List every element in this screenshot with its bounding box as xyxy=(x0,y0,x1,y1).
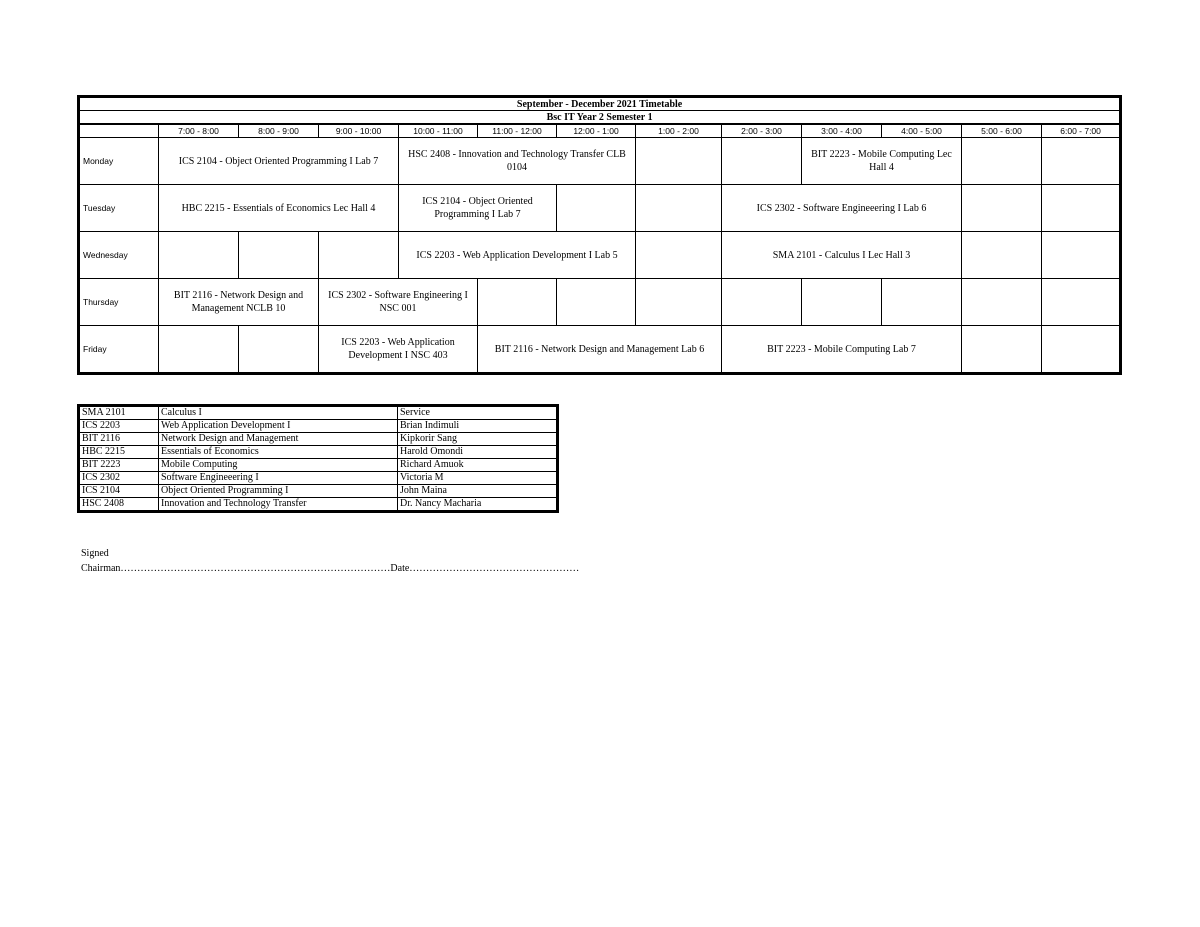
empty-slot-cell xyxy=(802,279,882,326)
empty-slot-cell xyxy=(882,279,962,326)
empty-slot-cell xyxy=(962,185,1042,232)
class-session-cell: ICS 2104 - Object Oriented Programming I Lab 7 xyxy=(399,185,557,232)
course-lecturer: Victoria M xyxy=(398,472,558,485)
course-lecturer: Dr. Nancy Macharia xyxy=(398,498,558,512)
course-lecturer: Kipkorir Sang xyxy=(398,433,558,446)
day-label: Monday xyxy=(79,138,159,185)
day-label: Wednesday xyxy=(79,232,159,279)
time-slot-header: 9:00 - 10:00 xyxy=(319,124,399,138)
course-name: Mobile Computing xyxy=(159,459,398,472)
class-session-cell: ICS 2302 - Software Engineering I NSC 001 xyxy=(319,279,478,326)
course-row xyxy=(79,433,558,446)
day-label: Friday xyxy=(79,326,159,374)
course-name: Web Application Development I xyxy=(159,420,398,433)
time-slot-header: 5:00 - 6:00 xyxy=(962,124,1042,138)
time-slot-header: 12:00 - 1:00 xyxy=(557,124,636,138)
course-row xyxy=(79,498,558,512)
empty-slot-cell xyxy=(1042,326,1121,374)
empty-slot-cell xyxy=(319,232,399,279)
empty-slot-cell xyxy=(1042,185,1121,232)
class-session-cell: HBC 2215 - Essentials of Economics Lec Hall 4 xyxy=(159,185,399,232)
header-corner-cell xyxy=(79,124,159,138)
course-code: ICS 2104 xyxy=(79,485,159,498)
time-slot-header: 3:00 - 4:00 xyxy=(802,124,882,138)
course-code: HBC 2215 xyxy=(79,446,159,459)
timetable xyxy=(77,95,1122,375)
time-slot-header: 11:00 - 12:00 xyxy=(478,124,557,138)
empty-slot-cell xyxy=(1042,232,1121,279)
empty-slot-cell xyxy=(557,185,636,232)
empty-slot-cell xyxy=(1042,138,1121,185)
course-row xyxy=(79,446,558,459)
course-row xyxy=(79,459,558,472)
time-slot-header: 10:00 - 11:00 xyxy=(399,124,478,138)
class-session-cell: SMA 2101 - Calculus I Lec Hall 3 xyxy=(722,232,962,279)
empty-slot-cell xyxy=(962,279,1042,326)
course-name: Object Oriented Programming I xyxy=(159,485,398,498)
empty-slot-cell xyxy=(722,138,802,185)
time-slot-header: 1:00 - 2:00 xyxy=(636,124,722,138)
course-list xyxy=(77,404,559,513)
course-name: Network Design and Management xyxy=(159,433,398,446)
empty-slot-cell xyxy=(1042,279,1121,326)
day-row xyxy=(79,326,1121,374)
empty-slot-cell xyxy=(557,279,636,326)
empty-slot-cell xyxy=(962,138,1042,185)
day-row xyxy=(79,232,1121,279)
course-code: BIT 2116 xyxy=(79,433,159,446)
time-slot-header: 4:00 - 5:00 xyxy=(882,124,962,138)
course-code: ICS 2203 xyxy=(79,420,159,433)
day-label: Tuesday xyxy=(79,185,159,232)
course-lecturer: Richard Amuok xyxy=(398,459,558,472)
empty-slot-cell xyxy=(962,326,1042,374)
course-lecturer: John Maina xyxy=(398,485,558,498)
class-session-cell: HSC 2408 - Innovation and Technology Transfer CLB 0104 xyxy=(399,138,636,185)
day-row xyxy=(79,185,1121,232)
class-session-cell: ICS 2203 - Web Application Development I NSC 403 xyxy=(319,326,478,374)
empty-slot-cell xyxy=(478,279,557,326)
empty-slot-cell xyxy=(636,279,722,326)
course-name: Software Engineeering I xyxy=(159,472,398,485)
time-slot-header: 7:00 - 8:00 xyxy=(159,124,239,138)
class-session-cell: BIT 2116 - Network Design and Management NCLB 10 xyxy=(159,279,319,326)
empty-slot-cell xyxy=(239,232,319,279)
course-code: ICS 2302 xyxy=(79,472,159,485)
class-session-cell: ICS 2203 - Web Application Development I Lab 5 xyxy=(399,232,636,279)
timetable-title-row xyxy=(79,97,1121,111)
empty-slot-cell xyxy=(722,279,802,326)
course-row xyxy=(79,406,558,420)
day-row xyxy=(79,138,1121,185)
course-row xyxy=(79,485,558,498)
time-slot-header: 6:00 - 7:00 xyxy=(1042,124,1121,138)
empty-slot-cell xyxy=(159,232,239,279)
course-name: Essentials of Economics xyxy=(159,446,398,459)
signed-label: Signed xyxy=(81,548,109,559)
class-session-cell: BIT 2116 - Network Design and Management Lab 6 xyxy=(478,326,722,374)
course-code: BIT 2223 xyxy=(79,459,159,472)
empty-slot-cell xyxy=(159,326,239,374)
course-lecturer: Harold Omondi xyxy=(398,446,558,459)
timetable-subtitle: Bsc IT Year 2 Semester 1 xyxy=(79,111,1121,125)
day-row xyxy=(79,279,1121,326)
day-label: Thursday xyxy=(79,279,159,326)
timetable-body xyxy=(79,97,1121,374)
course-name: Innovation and Technology Transfer xyxy=(159,498,398,512)
signature-line: Chairman………………………………………………………………………Date…………………………………………… xyxy=(81,563,580,574)
class-session-cell: BIT 2223 - Mobile Computing Lec Hall 4 xyxy=(802,138,962,185)
empty-slot-cell xyxy=(636,232,722,279)
time-slot-header: 8:00 - 9:00 xyxy=(239,124,319,138)
time-slot-header: 2:00 - 3:00 xyxy=(722,124,802,138)
course-row xyxy=(79,420,558,433)
course-row xyxy=(79,472,558,485)
course-lecturer: Brian Indimuli xyxy=(398,420,558,433)
empty-slot-cell xyxy=(962,232,1042,279)
course-code: SMA 2101 xyxy=(79,406,159,420)
time-header-row xyxy=(79,124,1121,138)
timetable-title: September - December 2021 Timetable xyxy=(79,97,1121,111)
timetable-subtitle-row xyxy=(79,111,1121,125)
empty-slot-cell xyxy=(636,185,722,232)
course-list-body xyxy=(79,406,558,512)
empty-slot-cell xyxy=(239,326,319,374)
course-lecturer: Service xyxy=(398,406,558,420)
empty-slot-cell xyxy=(636,138,722,185)
class-session-cell: ICS 2302 - Software Engineeering I Lab 6 xyxy=(722,185,962,232)
class-session-cell: BIT 2223 - Mobile Computing Lab 7 xyxy=(722,326,962,374)
course-name: Calculus I xyxy=(159,406,398,420)
class-session-cell: ICS 2104 - Object Oriented Programming I Lab 7 xyxy=(159,138,399,185)
course-code: HSC 2408 xyxy=(79,498,159,512)
